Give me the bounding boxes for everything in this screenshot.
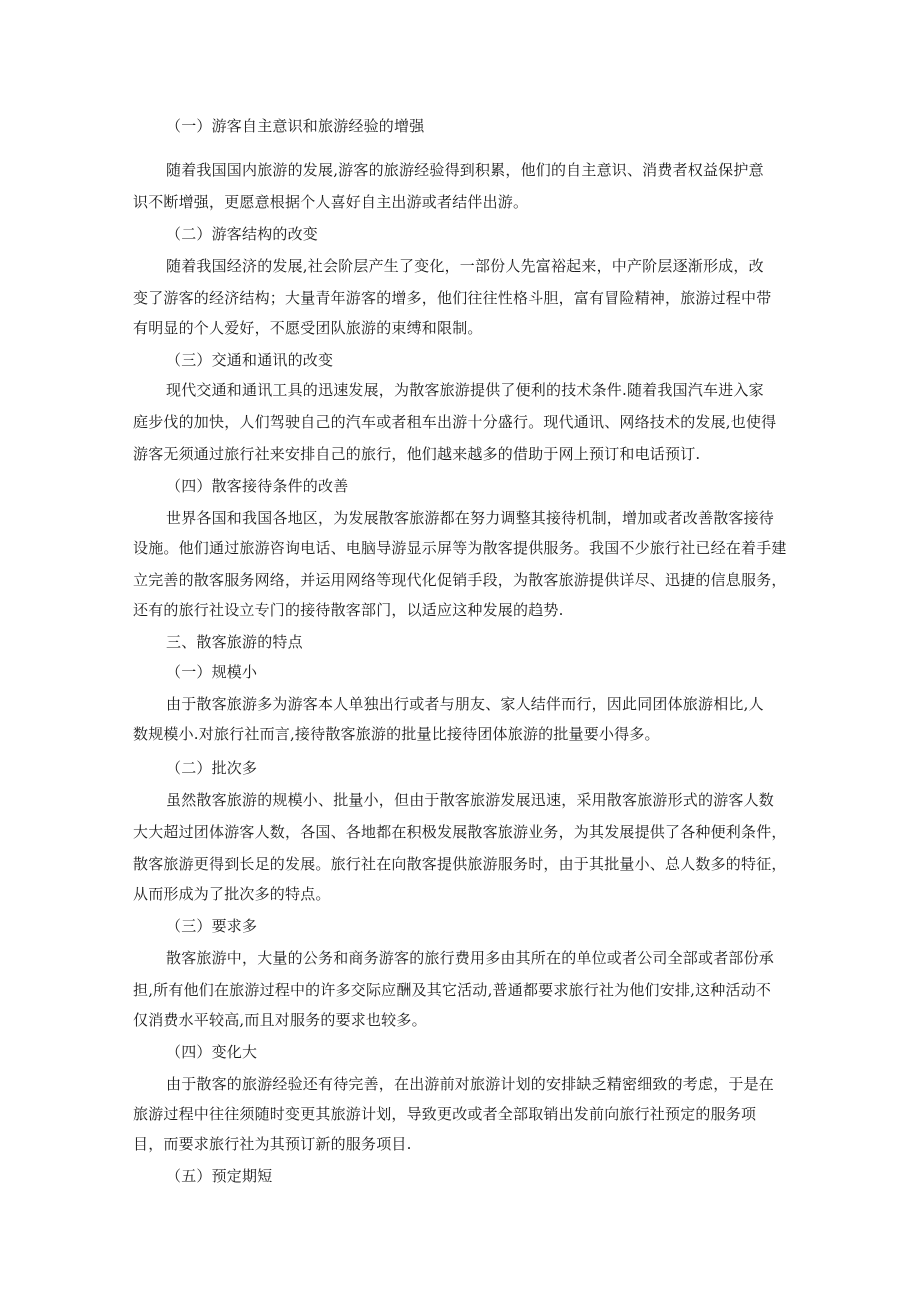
subheading-3-4: （四）变化大 <box>166 1043 258 1061</box>
paragraph-line: 游客无须通过旅行社来安排自己的旅行，他们越来越多的借助于网上预订和电话预订. <box>133 445 701 463</box>
paragraph-line: 设施。他们通过旅游咨询电话、电脑导游显示屏等为散客提供服务。我国不少旅行社已经在着手建 <box>133 539 787 557</box>
paragraph-line: 识不断增强，更愿意根据个人喜好自主出游或者结伴出游。 <box>133 193 529 211</box>
subheading-1-2: （二）游客结构的改变 <box>166 225 319 243</box>
subheading-1-3: （三）交通和通讯的改变 <box>166 351 334 369</box>
paragraph-line: 由于散客的旅游经验还有待完善，在出游前对旅游计划的安排缺乏精密细致的考虑，于是在 <box>166 1075 775 1093</box>
paragraph-line: 有明显的个人爱好，不愿受团队旅游的束缚和限制。 <box>133 319 483 337</box>
paragraph-line: 现代交通和通讯工具的迅速发展，为散客旅游提供了便利的技术条件.随着我国汽车进入家 <box>166 381 764 399</box>
subheading-3-2: （二）批次多 <box>166 759 258 777</box>
paragraph-line: 庭步伐的加快，人们驾驶自己的汽车或者租车出游十分盛行。现代通讯、网络技术的发展,也使得 <box>133 413 777 431</box>
paragraph-line: 散客旅游更得到长足的发展。旅行社在向散客提供旅游服务时，由于其批量小、总人数多的特征， <box>133 855 787 873</box>
paragraph-line: 数规模小.对旅行社而言,接待散客旅游的批量比接待团体旅游的批量要小得多。 <box>133 725 660 743</box>
paragraph-line: 旅游过程中往往须随时变更其旅游计划，导致更改或者全部取销出发前向旅行社预定的服务项 <box>133 1105 757 1123</box>
paragraph-line: 由于散客旅游多为游客本人单独出行或者与朋友、家人结伴而行，因此同团体旅游相比,人 <box>166 695 764 713</box>
paragraph-line: 担,所有他们在旅游过程中的许多交际应酬及其它活动,普通都要求旅行社为他们安排,这种活动不 <box>133 981 772 999</box>
subheading-1-1: （一）游客自主意识和旅游经验的增强 <box>166 117 425 135</box>
paragraph-line: 立完善的散客服务网络，并运用网络等现代化促销手段，为散客旅游提供详尽、迅捷的信息服务， <box>133 571 787 589</box>
paragraph-line: 还有的旅行社设立专门的接待散客部门，以适应这种发展的趋势. <box>133 601 564 619</box>
paragraph-line: 虽然散客旅游的规模小、批量小，但由于散客旅游发展迅速，采用散客旅游形式的游客人数 <box>166 791 775 809</box>
subheading-1-4: （四）散客接待条件的改善 <box>166 477 349 495</box>
paragraph-line: 从而形成为了批次多的特点。 <box>133 885 331 903</box>
paragraph-line: 随着我国经济的发展,社会阶层产生了变化，一部份人先富裕起来，中产阶层逐渐形成，改 <box>166 257 764 275</box>
subheading-3-3: （三）要求多 <box>166 917 258 935</box>
paragraph-line: 散客旅游中，大量的公务和商务游客的旅行费用多由其所在的单位或者公司全部或者部份承 <box>166 949 775 967</box>
subheading-3-1: （一）规模小 <box>166 663 258 681</box>
paragraph-line: 随着我国国内旅游的发展,游客的旅游经验得到积累，他们的自主意识、消费者权益保护意 <box>166 161 764 179</box>
paragraph-line: 变了游客的经济结构；大量青年游客的增多，他们往往性格斗胆，富有冒险精神，旅游过程中带 <box>133 289 772 307</box>
paragraph-line: 大大超过团体游客人数，各国、各地都在积极发展散客旅游业务，为其发展提供了各种便利条件， <box>133 823 787 841</box>
paragraph-line: 世界各国和我国各地区，为发展散客旅游都在努力调整其接待机制，增加或者改善散客接待 <box>166 509 775 527</box>
paragraph-line: 仅消费水平较高,而且对服务的要求也较多。 <box>133 1011 427 1029</box>
section-heading-3: 三、散客旅游的特点 <box>166 633 303 651</box>
subheading-3-5: （五）预定期短 <box>166 1167 273 1185</box>
paragraph-line: 目，而要求旅行社为其预订新的服务项目. <box>133 1135 412 1153</box>
